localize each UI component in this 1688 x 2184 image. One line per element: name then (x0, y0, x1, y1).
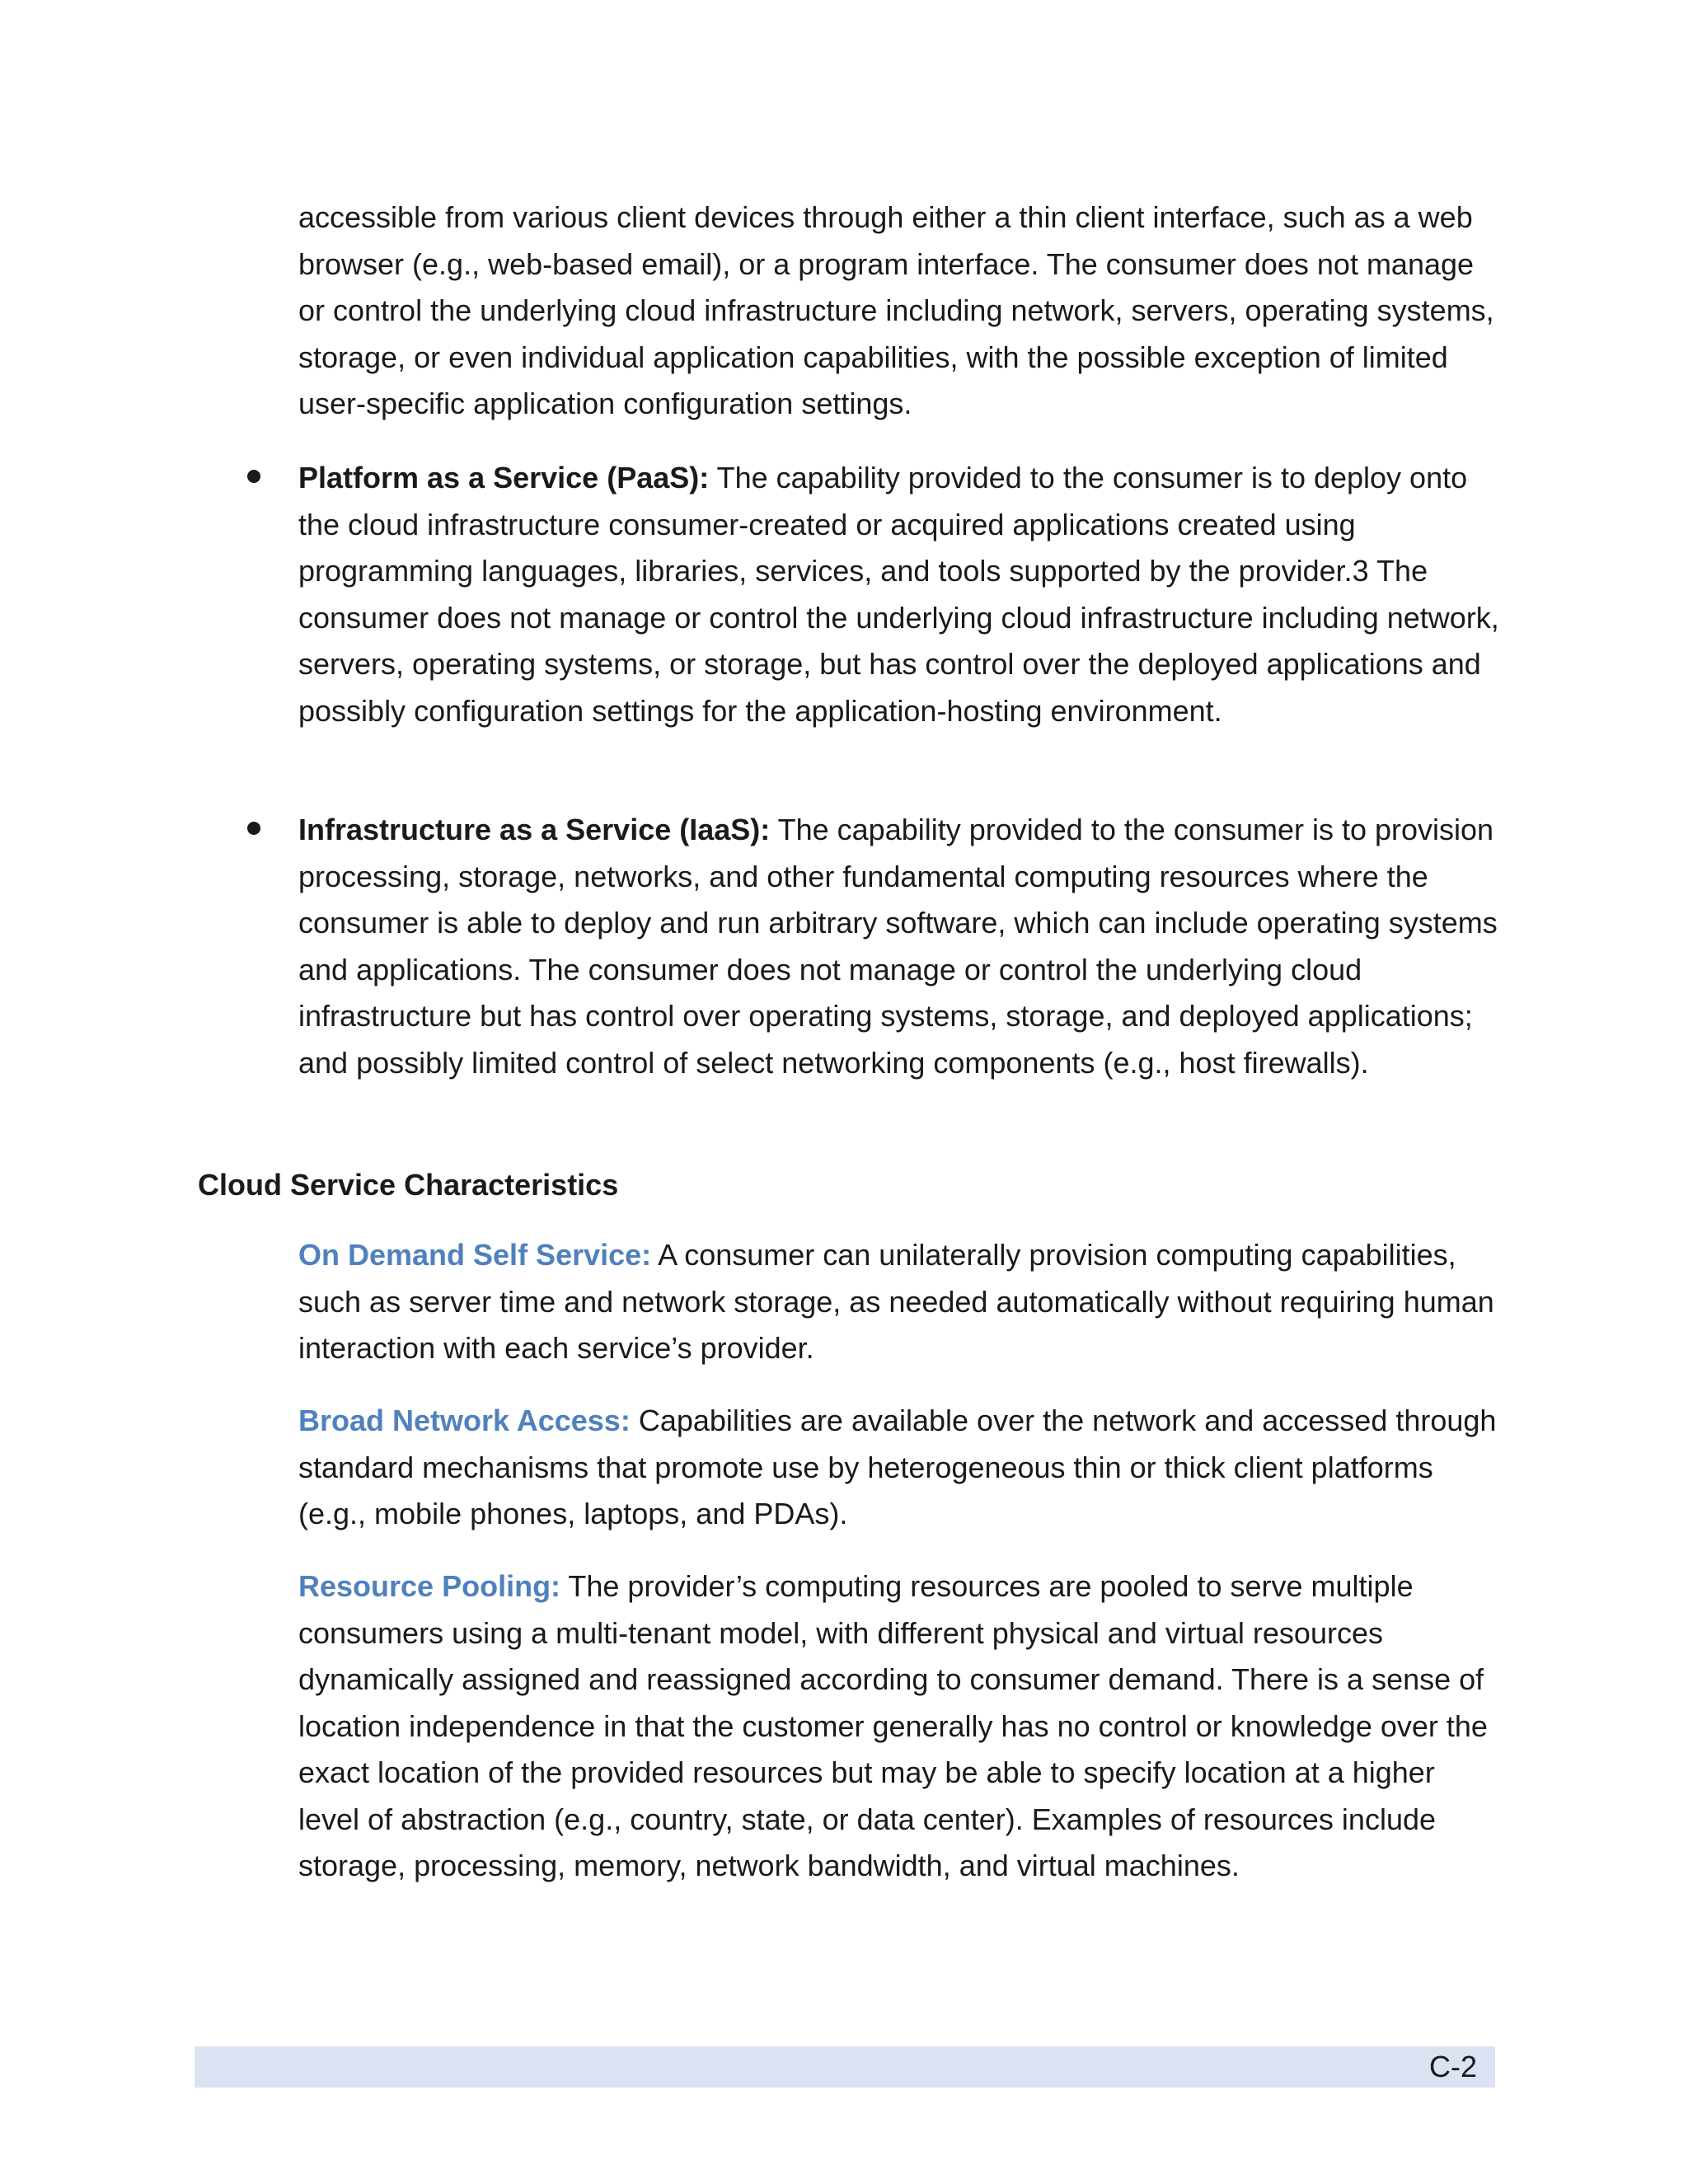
bullet-term-paas: Platform as a Service (PaaS): (298, 461, 710, 494)
bullet-text-paas: The capability provided to the consumer is to deploy onto the cloud infrastructure consumer-created or acquired applications created using programming languages, libraries, services, and tools supported by the provider.3 The consumer does not manage or control the underlying cloud infrastructure including network, servers, operating systems, or storage, but has control over the deployed applications and possibly configuration settings for the application-hosting environment. (298, 461, 1499, 728)
characteristic-on-demand-self-service (298, 1232, 1502, 1372)
characteristic-text: The provider’s computing resources are pooled to serve multiple consumers using a multi-tenant model, with different physical and virtual resources dynamically assigned and reassigned according to consumer demand. There is a sense of location independence in that the customer generally has no control or knowledge over the exact location of the provided resources but may be able to specify location at a higher level of abstraction (e.g., country, state, or data center). Examples of resources include storage, processing, memory, network bandwidth, and virtual machines. (298, 1569, 1488, 1882)
characteristic-text: Capabilities are available over the network and accessed through standard mechanisms that promote use by heterogeneous thin or thick client platforms (e.g., mobile phones, laptops, and PDAs). (298, 1404, 1497, 1530)
bullet-item-paas (298, 455, 1502, 734)
bullet-icon (247, 470, 260, 483)
intro-paragraph (298, 194, 1502, 428)
bullet-text-iaas: The capability provided to the consumer is to provision processing, storage, networks, and other fundamental computing resources where the consumer is able to deploy and run arbitrary software, which can include operating systems and applications. The consumer does not manage or control the underlying cloud infrastructure but has control over operating systems, storage, and deployed applications; and possibly limited control of select networking components (e.g., host firewalls). (298, 813, 1498, 1080)
characteristic-broad-network-access (298, 1398, 1502, 1538)
characteristic-resource-pooling (298, 1563, 1502, 1890)
footer-band (195, 2046, 1495, 2088)
characteristic-term: On Demand Self Service: (298, 1238, 652, 1272)
bullet-item-iaas (298, 807, 1502, 1086)
characteristic-term: Resource Pooling: (298, 1569, 561, 1603)
intro-paragraph-text: accessible from various client devices through either a thin client interface, such as a web browser (e.g., web-based email), or a program interface. The consumer does not manage or control the underlying cloud infrastructure including network, servers, operating systems, storage, or even individual application capabilities, with the possible exception of limited user-specific application configuration settings. (298, 200, 1494, 420)
bullet-icon (247, 822, 260, 835)
characteristic-text: A consumer can unilaterally provision computing capabilities, such as server time and network storage, as needed automatically without requiring human interaction with each service’s provider. (298, 1238, 1494, 1365)
page-number: C-2 (1428, 2050, 1477, 2083)
characteristic-term: Broad Network Access: (298, 1404, 631, 1437)
bullet-term-iaas: Infrastructure as a Service (IaaS): (298, 813, 771, 846)
section-heading: Cloud Service Characteristics (198, 1168, 619, 1202)
